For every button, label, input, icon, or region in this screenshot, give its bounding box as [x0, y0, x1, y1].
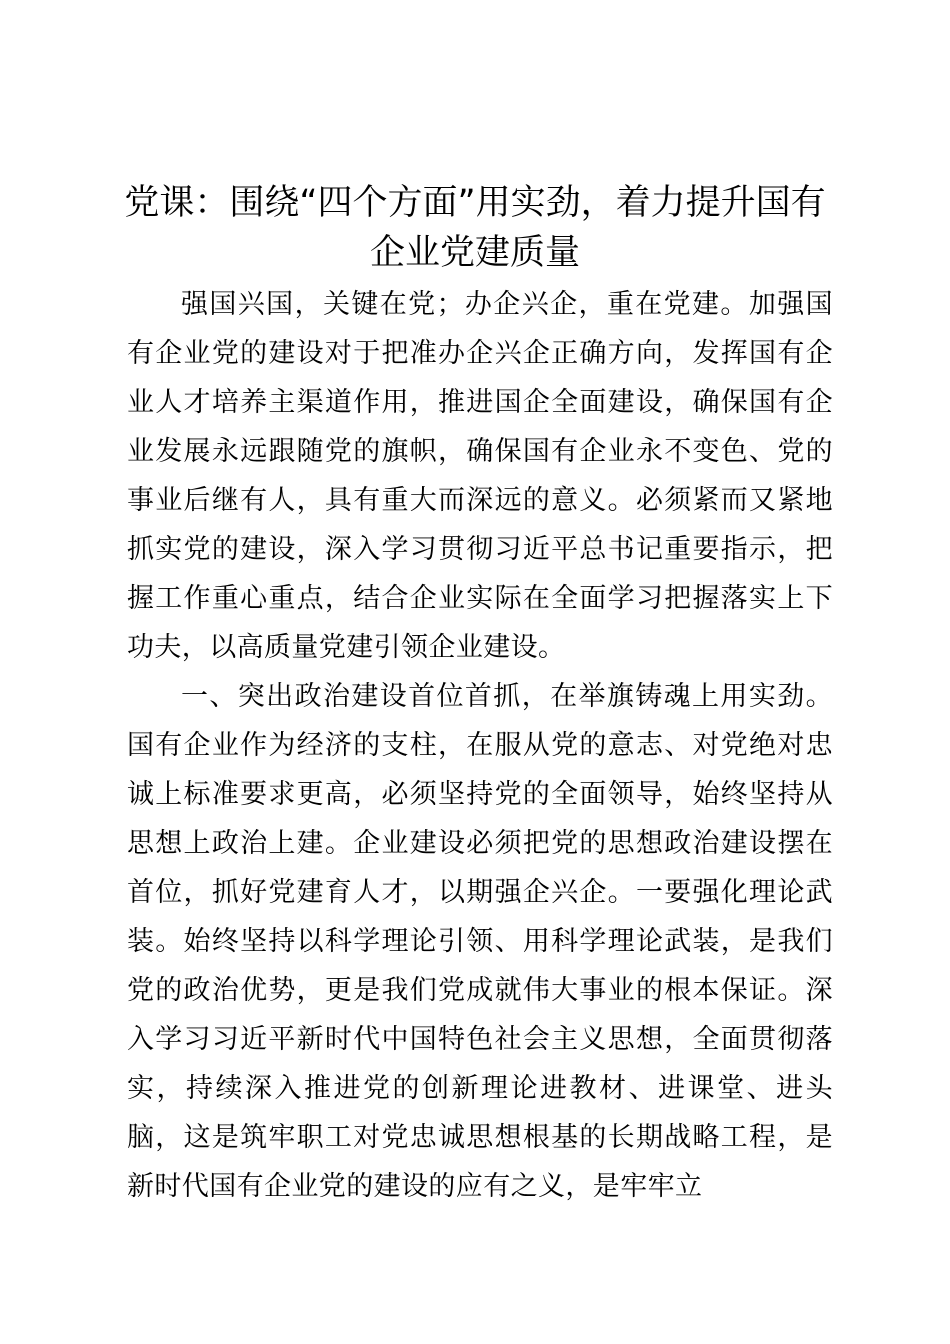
- paragraph-section-one: 一、突出政治建设首位首抓，在举旗铸魂上用实劲。国有企业作为经济的支柱，在服从党的意志、对党绝对忠诚上标准要求更高，必须坚持党的全面领导，始终坚持从思想上政治上建。企业建设必须把党的思想政治建设摆在首位，抓好党建育人才，以期强企兴企。一要强化理论武装。始终坚持以科学理论引领、用科学理论武装，是我们党的政治优势，更是我们党成就伟大事业的根本保证。深入学习习近平新时代中国特色社会主义思想，全面贯彻落实，持续深入推进党的创新理论进教材、进课堂、进头脑，这是筑牢职工对党忠诚思想根基的长期战略工程，是新时代国有企业党的建设的应有之义，是牢牢立: [127, 681, 833, 1202]
- document-title: 党课：围绕“四个方面”用实劲，着力提升国有企业党建质量: [124, 183, 826, 273]
- paragraph-intro: 强国兴国，关键在党；办企兴企，重在党建。加强国有企业党的建设对于把准办企兴企正确方向，发挥国有企业人才培养主渠道作用，推进国企全面建设，确保国有企业发展永远跟随党的旗帜，确保国有企业永不变色、党的事业后继有人，具有重大而深远的意义。必须紧而又紧地抓实党的建设，深入学习贯彻习近平总书记重要指示，把握工作重心重点，结合企业实际在全面学习把握落实上下功夫，以高质量党建引领企业建设。: [127, 289, 833, 663]
- document-body: [127, 280, 833, 1211]
